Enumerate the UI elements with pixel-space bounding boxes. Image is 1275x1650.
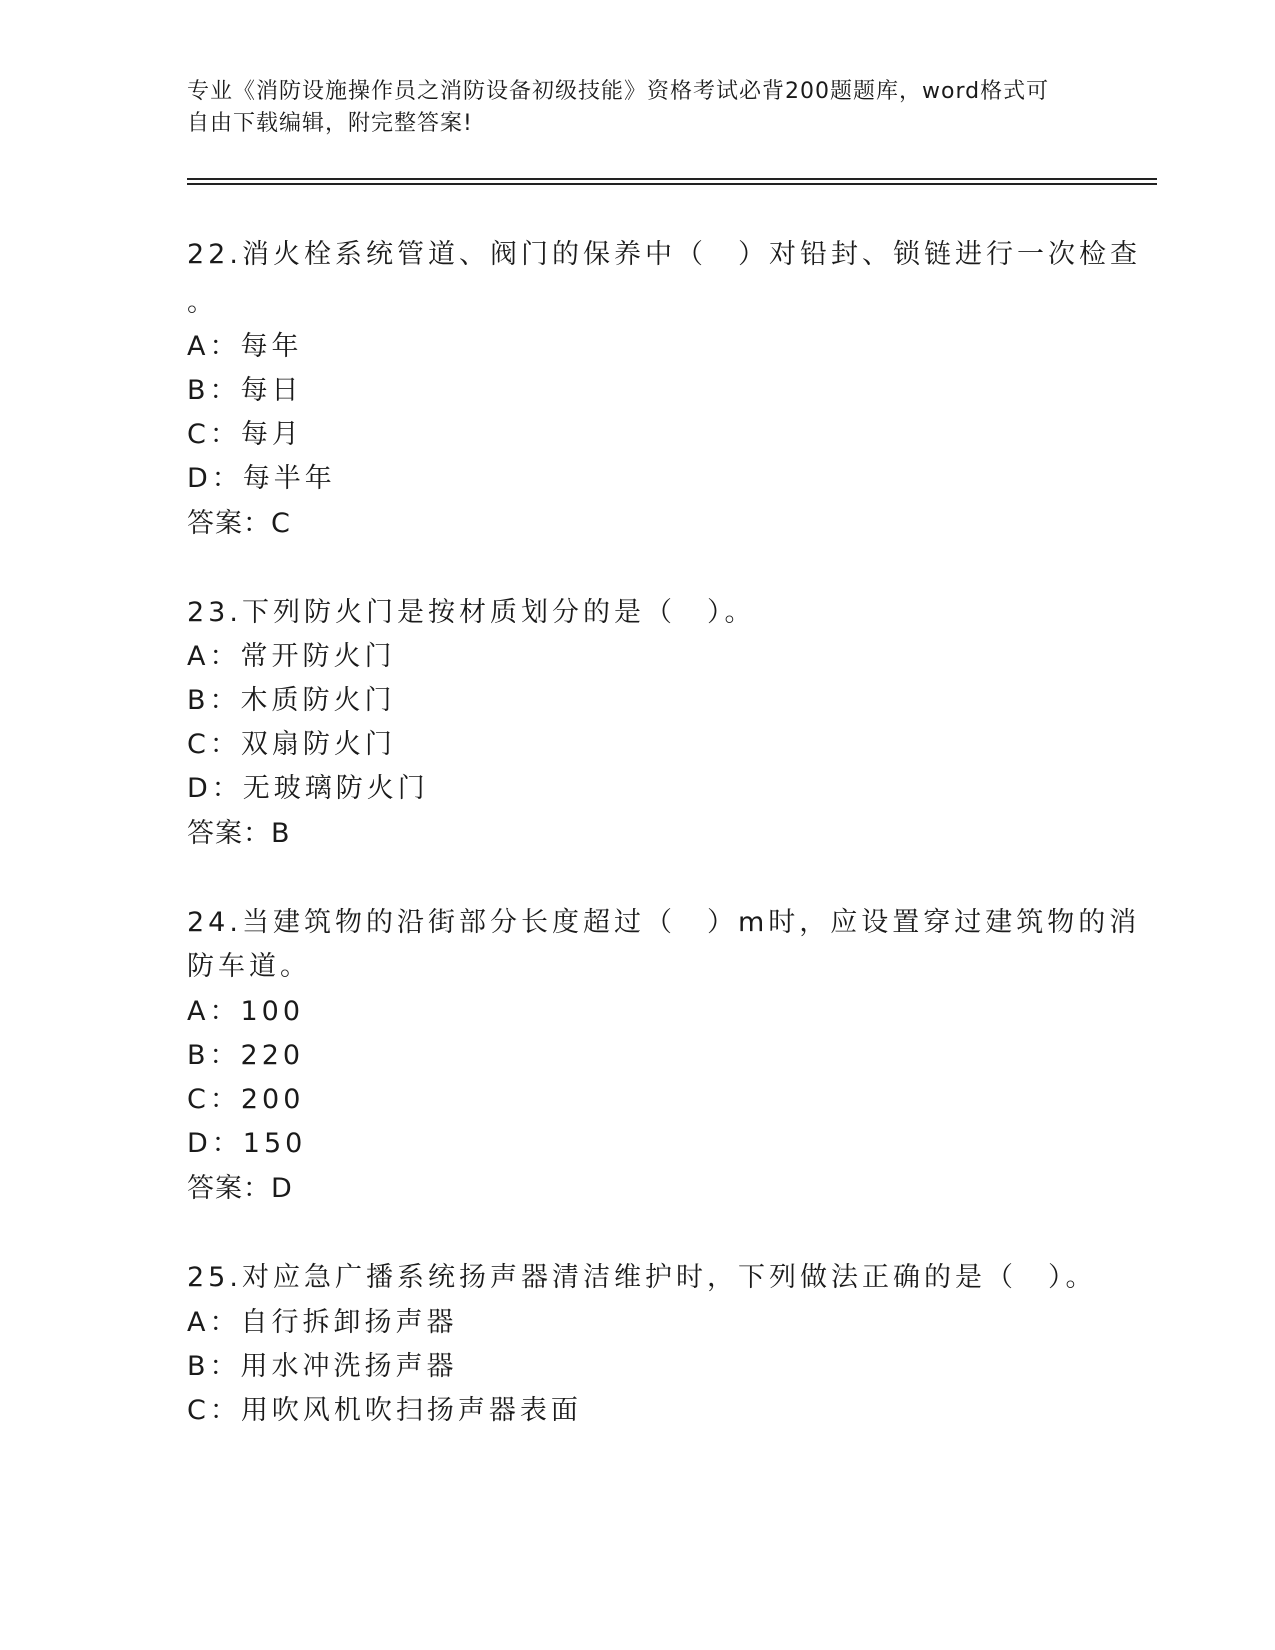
- question-23-stem: 23.下列防火门是按材质划分的是（ ）。: [187, 597, 756, 628]
- question-22-stem-continued: 。: [187, 287, 218, 318]
- header-divider-bottom: [187, 183, 1157, 185]
- question-23-option-a: A：常开防火门: [187, 641, 396, 672]
- question-22-option-d: D：每半年: [187, 463, 336, 494]
- question-22-stem: 22.消火栓系统管道、阀门的保养中（ ）对铅封、锁链进行一次检查: [187, 239, 1141, 270]
- document-intro: 专业《消防设施操作员之消防设备初级技能》资格考试必背200题题库，word格式可自由下载编辑，附完整答案!: [187, 79, 1050, 136]
- question-25-option-a: A：自行拆卸扬声器: [187, 1307, 458, 1338]
- question-24-option-b: B：220: [187, 1040, 305, 1071]
- question-24-stem-continued: 防车道。: [187, 951, 311, 982]
- question-22-option-a: A：每年: [187, 331, 303, 362]
- question-24-stem: 24.当建筑物的沿街部分长度超过（ ）m时，应设置穿过建筑物的消: [187, 907, 1141, 938]
- question-24-option-c: C：200: [187, 1084, 305, 1115]
- question-23-option-d: D：无玻璃防火门: [187, 773, 429, 804]
- question-25-option-b: B：用水冲洗扬声器: [187, 1351, 458, 1382]
- header-divider-top: [187, 178, 1157, 180]
- question-24-option-a: A：100: [187, 996, 305, 1027]
- question-24-answer: 答案：D: [187, 1173, 293, 1204]
- question-22-option-b: B：每日: [187, 375, 303, 406]
- question-23-option-c: C：双扇防火门: [187, 729, 396, 760]
- question-25-stem: 25.对应急广播系统扬声器清洁维护时，下列做法正确的是（ ）。: [187, 1262, 1097, 1293]
- question-24-option-d: D：150: [187, 1128, 307, 1159]
- question-25-option-c: C：用吹风机吹扫扬声器表面: [187, 1395, 582, 1426]
- question-22-answer: 答案：C: [187, 508, 291, 539]
- question-23-answer: 答案：B: [187, 818, 291, 849]
- question-22-option-c: C：每月: [187, 419, 303, 450]
- question-23-option-b: B：木质防火门: [187, 685, 396, 716]
